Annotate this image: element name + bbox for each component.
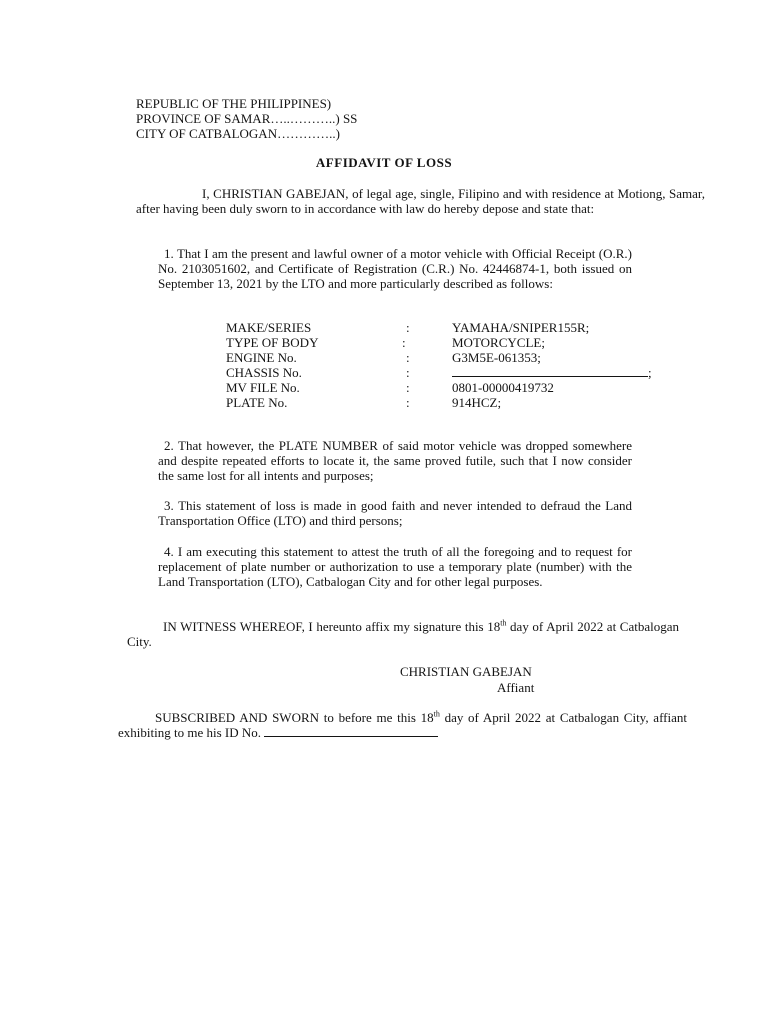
spec-row-engine [226, 350, 696, 365]
item-3-paragraph: 3. This statement of loss is made in good faith and never intended to defraud the Land Transportation Office (LTO) and third persons; [158, 498, 632, 528]
item-2-paragraph: 2. That however, the PLATE NUMBER of said motor vehicle was dropped somewhere and despite repeated efforts to locate it, the same proved futile, such that I now consider the same lost for all intents and purposes; [158, 438, 632, 483]
spec-row-make [226, 320, 696, 335]
item-1-paragraph: 1. That I am the present and lawful owner of a motor vehicle with Official Receipt (O.R.) No. 2103051602, and Certificate of Registration (C.R.) No. 42446874-1, both issued on September 13, 2021 by the LTO and more particularly described as follows: [158, 246, 632, 291]
witness-ordinal: th [500, 618, 507, 628]
spec-value-chassis [452, 365, 652, 380]
spec-colon: : [402, 335, 406, 350]
spec-value: MOTORCYCLE; [452, 335, 545, 350]
jurat-clause [118, 710, 687, 740]
jurat-text-start: SUBSCRIBED AND SWORN to before me this 18 [155, 710, 434, 725]
chassis-blank-line [452, 365, 648, 377]
witness-text-start: IN WITNESS WHEREOF, I hereunto affix my signature this 18 [163, 619, 501, 634]
spec-value: 914HCZ; [452, 395, 502, 410]
intro-paragraph: I, CHRISTIAN GABEJAN, of legal age, single, Filipino and with residence at Motiong, Samar, after having been duly sworn to in accordance with law do hereby depose and state that: [136, 186, 705, 216]
document-title: AFFIDAVIT OF LOSS [315, 155, 453, 170]
spec-label: PLATE No. [226, 395, 288, 410]
caption-republic: REPUBLIC OF THE PHILIPPINES) [136, 96, 332, 111]
spec-row-mvfile [226, 380, 696, 395]
spec-colon: : [406, 320, 410, 335]
spec-row-chassis [226, 365, 696, 380]
witness-clause [127, 619, 679, 649]
chassis-terminator: ; [648, 365, 652, 380]
spec-label: TYPE OF BODY [226, 335, 319, 350]
id-number-blank-line [264, 725, 438, 737]
spec-colon: : [406, 365, 410, 380]
spec-label: ENGINE No. [226, 350, 297, 365]
spec-label: MAKE/SERIES [226, 320, 312, 335]
spec-value: G3M5E-061353; [452, 350, 541, 365]
spec-value: YAMAHA/SNIPER155R; [452, 320, 590, 335]
caption-province: PROVINCE OF SAMAR…..………..) SS [136, 111, 358, 126]
spec-value: 0801-00000419732 [452, 380, 554, 395]
spec-colon: : [406, 350, 410, 365]
spec-label: MV FILE No. [226, 380, 300, 395]
item-4-paragraph: 4. I am executing this statement to attest the truth of all the foregoing and to request for replacement of plate number or authorization to use a temporary plate (number) with the Land Transportation (LTO), Catbalogan City and for other legal purposes. [158, 544, 632, 589]
jurat-text-end: day of April 2022 at Catbalogan City, affiant exhibiting to me his ID No. [118, 710, 687, 740]
affiant-title: Affiant [497, 680, 535, 695]
spec-label: CHASSIS No. [226, 365, 302, 380]
affiant-name: CHRISTIAN GABEJAN [400, 664, 532, 679]
spec-colon: : [406, 380, 410, 395]
spec-row-body [226, 335, 696, 350]
witness-text-end: day of April 2022 at Catbalogan City. [127, 619, 679, 649]
spec-colon: : [406, 395, 410, 410]
caption-city: CITY OF CATBALOGAN…………..) [136, 126, 340, 141]
spec-row-plate [226, 395, 696, 410]
jurat-ordinal: th [433, 709, 440, 719]
